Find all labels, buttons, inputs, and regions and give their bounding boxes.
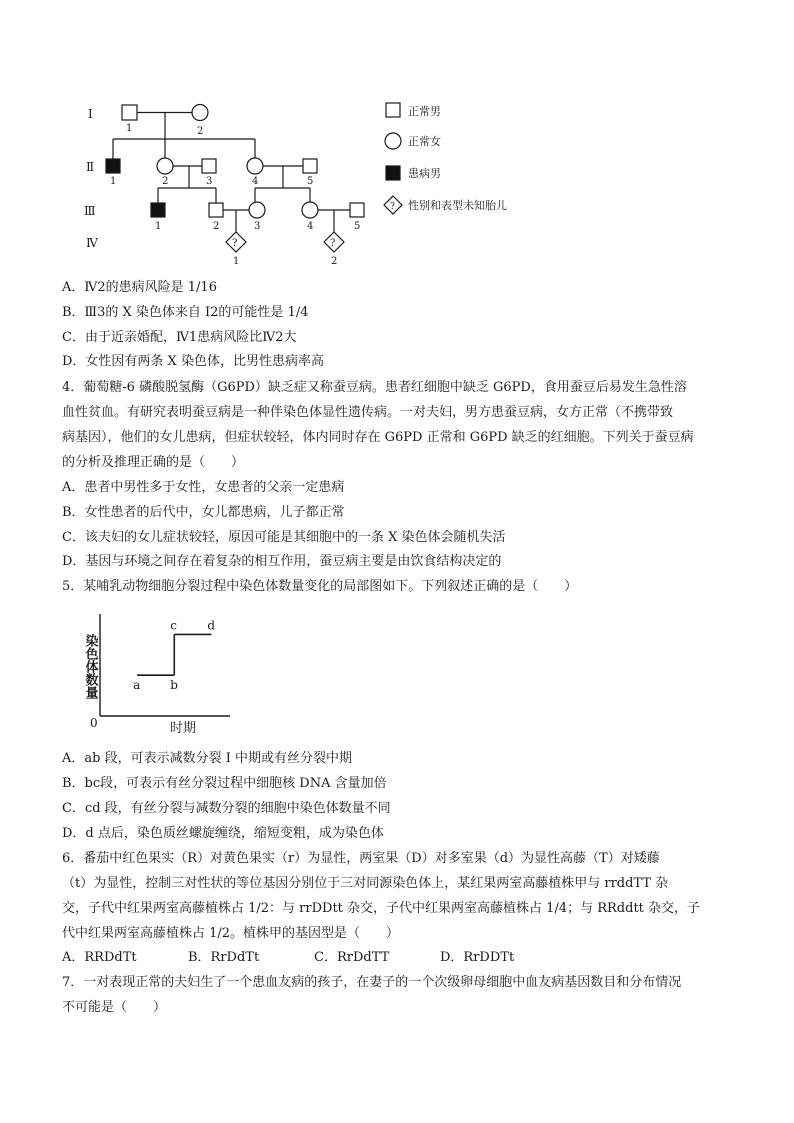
q4-option-d: D．基因与环境之间存在着复杂的相互作用，蚕豆病主要是由饮食结构决定的 [62, 554, 502, 569]
label-III-3: 3 [254, 221, 261, 232]
III-1-affected-male [151, 203, 165, 217]
legend-normal-female-symbol [385, 133, 401, 149]
label-II-3: 3 [206, 176, 213, 187]
q3-option-b: B．Ⅲ3的 X 染色体来自 I2的可能性是 1/4 [62, 305, 309, 320]
label-II-4: 4 [252, 176, 259, 187]
II-5-normal-male [303, 159, 317, 173]
q6-option-b: B．RrDdTt [188, 950, 260, 965]
q6-stem-line-3: 交，子代中红果两室高藤植株占 1/2：与 rrDDtt 杂交，子代中红果两室高藤植株占 1/4；与 RRddtt 杂交，子 [62, 901, 701, 916]
label-I-2: 2 [197, 126, 204, 137]
origin-label: 0 [90, 716, 98, 730]
point-label-d: d [207, 618, 216, 633]
I-2-normal-female [192, 105, 208, 121]
q7-stem-line-1: 7．一对表现正常的夫妇生了一个患血友病的孩子，在妻子的一个次级卵母细胞中血友病基因数目和分布情况 [62, 975, 682, 990]
q6-option-d: D．RrDDTt [440, 950, 515, 965]
q5-option-d: D．d 点后，染色质丝螺旋缠绕，缩短变粗，成为染色体 [62, 826, 384, 841]
q6-options-row [62, 949, 566, 967]
q4-option-a: A．患者中男性多于女性，女患者的父亲一定患病 [62, 480, 345, 495]
legend-normal-male-symbol [386, 103, 400, 117]
legend-normal-male-label: 正常男 [408, 105, 441, 118]
q7-stem-line-2: 不可能是（ ） [62, 1000, 167, 1015]
label-II-5: 5 [307, 176, 314, 187]
legend-unknown-fetus-label: 性别和表型未知胎儿 [408, 199, 507, 212]
q6-option-a: A．RRDdTt [62, 950, 137, 965]
q5-stem: 5．某哺乳动物细胞分裂过程中染色体数量变化的局部图如下。下列叙述正确的是（ ） [62, 579, 578, 594]
q6-stem-line-4: 代中红果两室高藤植株占 1/2。植株甲的基因型是（ ） [62, 926, 400, 941]
label-III-5: 5 [354, 221, 361, 232]
fetus-mark-1: ? [232, 238, 238, 249]
III-3-normal-female [249, 202, 265, 218]
label-IV-1: 1 [233, 256, 240, 267]
x-axis-label: 时期 [170, 721, 197, 736]
legend-normal-female-label: 正常女 [408, 135, 441, 148]
gen-label-4: Ⅳ [86, 236, 98, 250]
label-III-2: 2 [213, 221, 220, 232]
III-2-normal-male [209, 203, 223, 217]
II-3-normal-male [202, 159, 216, 173]
q4-stem-line-4: 的分析及推理正确的是（ ） [62, 455, 245, 470]
q4-option-c: C．该夫妇的女儿症状较轻，原因可能是其细胞中的一条 X 染色体会随机失活 [62, 530, 506, 545]
q6-stem-line-2: （t）为显性，控制三对性状的等位基因分别位于三对同源染色体上，某红果两室高藤植株甲与 rrddTT 杂 [62, 876, 669, 891]
q6-stem-line-1: 6．番茄中红色果实（R）对黄色果实（r）为显性，两室果（D）对多室果（d）为显性高藤（T）对矮藤 [62, 851, 660, 866]
q4-stem-line-3: 病基因），他们的女儿患病，但症状较轻，体内同时存在 G6PD 正常和 G6PD 缺乏的红细胞。下列关于蚕豆病 [62, 430, 694, 445]
I-1-normal-male [122, 105, 137, 120]
II-1-affected-male [106, 159, 120, 173]
q4-stem-line-1: 4．葡萄糖-6 磷酸脱氢酶（G6PD）缺乏症又称蚕豆病。患者红细胞中缺乏 G6PD，食用蚕豆后易发生急性溶 [62, 380, 687, 395]
label-III-1: 1 [155, 221, 162, 232]
fetus-mark-2: ? [330, 238, 336, 249]
q3-option-d: D．女性因有两条 X 染色体，比男性患病率高 [62, 354, 324, 369]
label-I-1: 1 [126, 123, 133, 134]
III-4-normal-female [302, 202, 318, 218]
legend-affected-male-label: 患病男 [408, 167, 441, 180]
pedigree-chart [80, 95, 540, 270]
q5-option-a: A．ab 段，可表示减数分裂 I 中期或有丝分裂中期 [62, 751, 352, 766]
q6-option-c: C．RrDdTT [314, 950, 390, 965]
gen-label-3: Ⅲ [84, 204, 96, 218]
q3-option-c: C．由于近亲婚配，Ⅳ1患病风险比Ⅳ2大 [62, 330, 297, 345]
q4-option-b: B．女性患者的后代中，女儿都患病，儿子都正常 [62, 505, 345, 520]
label-III-4: 4 [307, 221, 314, 232]
point-label-a: a [133, 678, 141, 693]
y-axis-label: 染色体数量 [82, 634, 98, 699]
chromosome-chart [78, 612, 238, 738]
label-IV-2: 2 [331, 256, 338, 267]
II-2-normal-female [157, 158, 173, 174]
point-label-c: c [170, 618, 178, 633]
legend-fetus-mark: ? [390, 202, 395, 212]
label-II-1: 1 [110, 176, 117, 187]
pedigree-legend [384, 103, 402, 214]
gen-label-2: Ⅱ [86, 160, 95, 174]
q3-option-a: A．Ⅳ2的患病风险是 1/16 [62, 280, 217, 295]
q5-option-c: C．cd 段，有丝分裂与减数分裂的细胞中染色体数量不同 [62, 801, 391, 816]
q5-option-b: B．bc段，可表示有丝分裂过程中细胞核 DNA 含量加倍 [62, 776, 387, 791]
gen-label-1: Ⅰ [88, 107, 93, 121]
q4-stem-line-2: 血性贫血。有研究表明蚕豆病是一种伴染色体显性遗传病。一对夫妇，男方患蚕豆病，女方正常（不携带致 [62, 405, 674, 420]
II-4-normal-female [247, 158, 263, 174]
label-II-2: 2 [162, 176, 169, 187]
III-5-normal-male [350, 203, 364, 217]
point-label-b: b [170, 678, 178, 693]
legend-affected-male-symbol [386, 166, 400, 180]
